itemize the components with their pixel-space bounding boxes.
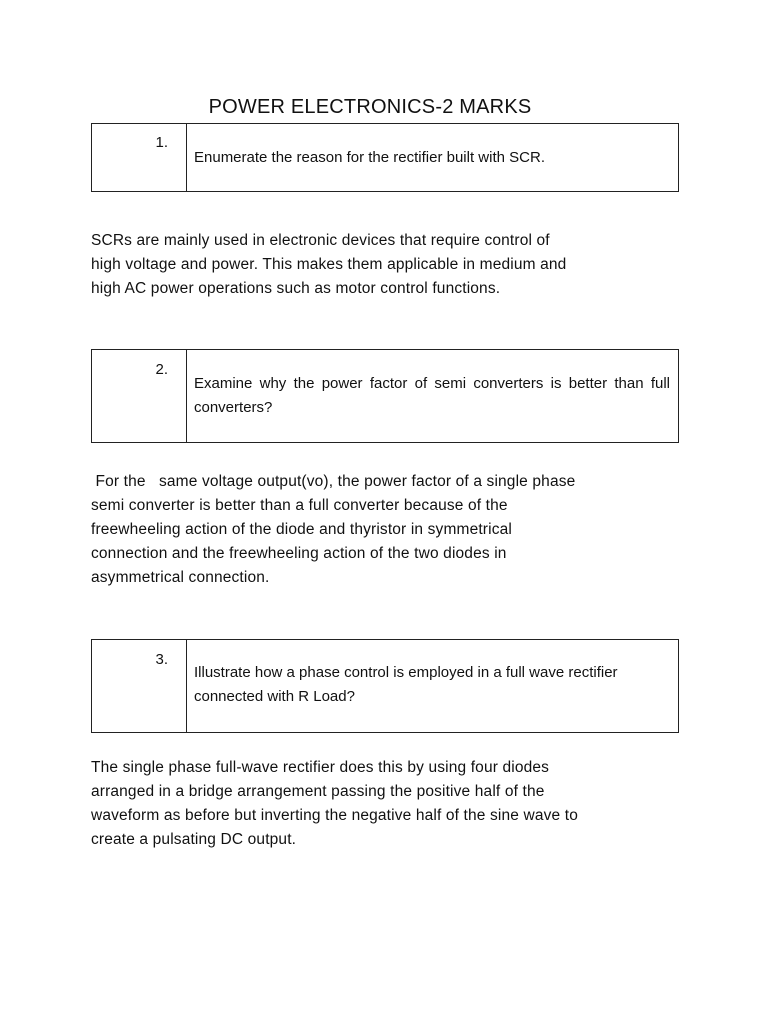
answer-text-2: For the same voltage output(vo), the power factor of a single phase semi converter is better than a full converter because of the freewheeling action of the diode and thyristor in symmetrical connection and the freewheeling action of the two diodes in asymmetrical connection. [91,473,576,586]
question-number: 2. [155,361,168,378]
question-number-cell [92,350,187,442]
question-number: 1. [155,134,168,151]
answer-text-1: SCRs are mainly used in electronic devices that require control of high voltage and power. This makes them applicable in medium and high AC power operations such as motor control functions. [91,232,567,297]
question-number-cell [92,640,187,732]
question-text-content: Illustrate how a phase control is employed in a full wave rectifier connected with R Load? [194,664,618,705]
question-text [187,124,678,191]
question-text-content: Examine why the power factor of semi converters is better than full converters? [194,375,670,416]
question-box-1 [91,123,679,192]
question-box-3 [91,639,679,733]
question-text [187,350,678,442]
question-text-content: Enumerate the reason for the rectifier built with SCR. [194,149,545,166]
question-box-2 [91,349,679,443]
answer-text-3: The single phase full-wave rectifier does this by using four diodes arranged in a bridge arrangement passing the positive half of the waveform as before but inverting the negative half of the sine wave to create a pulsating DC output. [91,759,578,848]
question-number-cell [92,124,187,191]
question-number: 3. [155,651,168,668]
page-title: POWER ELECTRONICS-2 MARKS [208,96,532,118]
question-text [187,640,678,732]
